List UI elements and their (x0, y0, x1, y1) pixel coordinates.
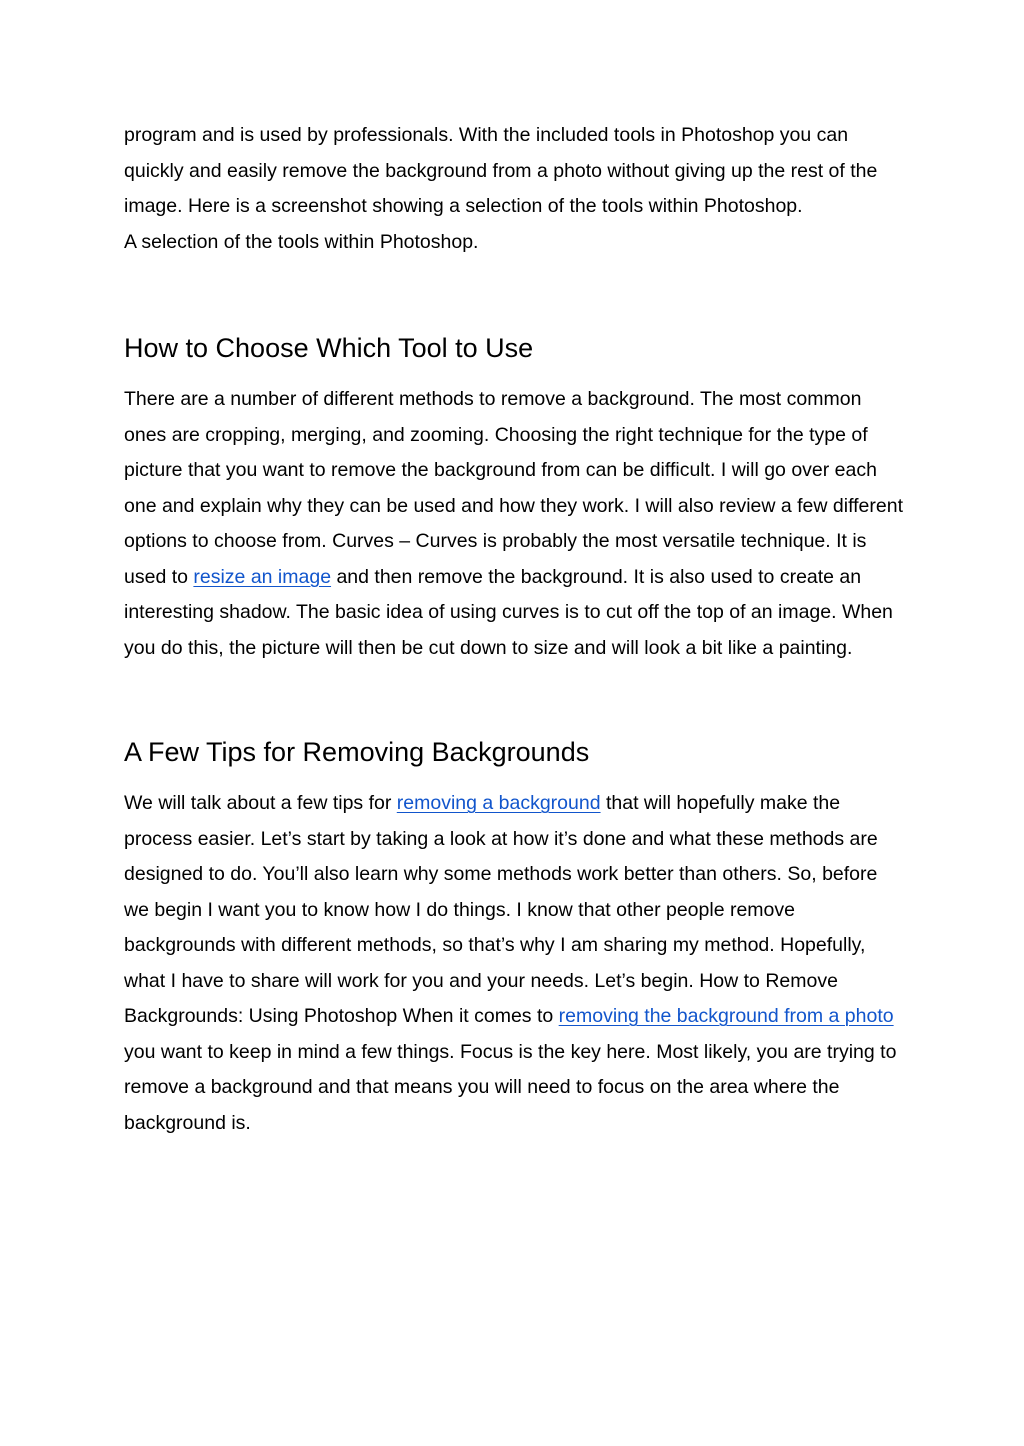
resize-image-link[interactable]: resize an image (193, 565, 332, 588)
spacer (124, 368, 904, 382)
paragraph-text: that will hopefully make the process easier. Let’s start by taking a look at how it’s done and what these methods are designed to do. You’ll also learn why some methods work better than others. So, before we begin I want you to know how I do things. I know that other people remove backgrounds with different methods, so that’s why I am sharing my method. Hopefully, what I have to share will work for you and your needs. Let’s begin. How to Remove Backgrounds: Using Photoshop When it comes to (124, 792, 878, 1027)
section-heading-choose-tool: How to Choose Which Tool to Use (124, 333, 534, 363)
paragraph-text: There are a number of different methods to remove a background. The most common ones are cropping, merging, and zooming. Choosing the right technique for the type of picture that you want to remove the background from can be difficult. I will go over each one and explain why they can be used and how they work. I will also review a few different options to choose from. Curves – Curves is probably the most versatile technique. It is used to (124, 388, 904, 588)
tips-paragraph (124, 786, 904, 1141)
section-heading-tips: A Few Tips for Removing Backgrounds (124, 737, 590, 767)
spacer (124, 772, 904, 786)
document-page (124, 118, 904, 1141)
spacer (124, 260, 904, 328)
spacer (124, 666, 904, 732)
removing-background-photo-link[interactable]: removing the background from a photo (558, 1005, 894, 1027)
choose-tool-paragraph (124, 382, 904, 666)
paragraph-text: We will talk about a few tips for (124, 792, 397, 814)
intro-text: program and is used by professionals. With the included tools in Photoshop you can quickly and easily remove the background from a photo without giving up the rest of the image. Here is a screenshot showing a selection of the tools within Photoshop. (124, 124, 878, 217)
intro-paragraph (124, 118, 904, 260)
paragraph-text: and then remove the background. It is also used to create an interesting shadow. The basic idea of using curves is to cut off the top of an image. When you do this, the picture will then be cut down to size and will look a bit like a painting. (124, 565, 893, 659)
paragraph-text: you want to keep in mind a few things. Focus is the key here. Most likely, you are trying to remove a background and that means you will need to focus on the area where the background is. (124, 1040, 897, 1134)
removing-background-link[interactable]: removing a background (396, 792, 601, 814)
image-caption: A selection of the tools within Photoshop. (124, 230, 479, 253)
